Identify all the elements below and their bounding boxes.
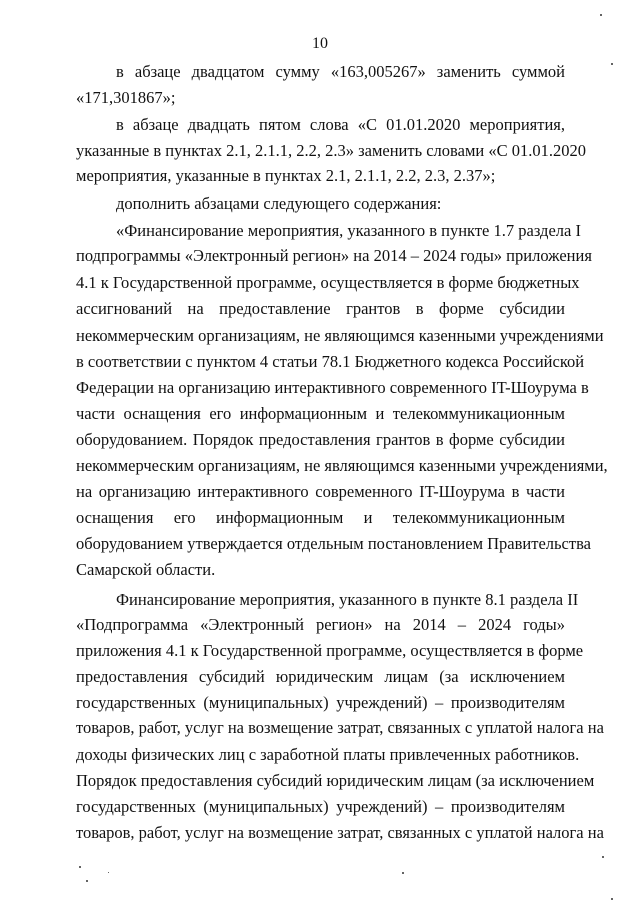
text-line: оборудованием утверждается отдельным постановлением Правительства: [76, 534, 591, 553]
scan-speck: [79, 866, 81, 868]
scan-speck: [611, 898, 613, 900]
text-line: «171,301867»;: [76, 88, 176, 107]
text-line: в абзаце двадцать пятом слова «С 01.01.2020 мероприятия,: [116, 115, 565, 134]
text-line: оборудованием. Порядок предоставления грантов в форме субсидии: [76, 430, 565, 449]
scan-speck: [602, 856, 604, 858]
text-line: государственных (муниципальных) учреждений) – производителям: [76, 693, 565, 712]
text-line: 4.1 к Государственной программе, осуществляется в форме бюджетных: [76, 273, 580, 292]
text-line: оснащения его информационным и телекоммуникационным: [76, 508, 565, 527]
scan-speck: [402, 872, 404, 874]
text-line: части оснащения его информационным и телекоммуникационным: [76, 404, 565, 423]
text-line: Порядок предоставления субсидий юридическим лицам (за исключением: [76, 771, 595, 790]
text-line: доходы физических лиц с заработной платы привлеченных работников.: [76, 745, 580, 764]
text-line: товаров, работ, услуг на возмещение затрат, связанных с уплатой налога на: [76, 718, 604, 737]
text-line: государственных (муниципальных) учреждений) – производителям: [76, 797, 565, 816]
text-line: подпрограммы «Электронный регион» на 2014 – 2024 годы» приложения: [76, 246, 592, 265]
text-line: дополнить абзацами следующего содержания:: [116, 194, 442, 213]
text-line: предоставления субсидий юридическим лицам (за исключением: [76, 667, 565, 686]
text-line: в соответствии с пунктом 4 статьи 78.1 Бюджетного кодекса Российской: [76, 352, 585, 371]
scan-speck: [108, 872, 109, 873]
text-line: «Подпрограмма «Электронный регион» на 2014 – 2024 годы»: [76, 615, 565, 634]
text-line: товаров, работ, услуг на возмещение затрат, связанных с уплатой налога на: [76, 823, 604, 842]
text-line: Самарской области.: [76, 560, 216, 579]
text-line: в абзаце двадцатом сумму «163,005267» заменить суммой: [116, 62, 565, 81]
page-number: 10: [312, 35, 328, 52]
text-line: ассигнований на предоставление грантов в форме субсидии: [76, 299, 565, 318]
text-line: мероприятия, указанные в пунктах 2.1, 2.1.1, 2.2, 2.3, 2.37»;: [76, 166, 496, 185]
scan-speck: [600, 14, 602, 16]
scan-speck: [86, 880, 88, 882]
text-line: указанные в пунктах 2.1, 2.1.1, 2.2, 2.3» заменить словами «С 01.01.2020: [76, 141, 586, 160]
text-line: Федерации на организацию интерактивного современного IT-Шоурума в: [76, 378, 589, 397]
text-line: «Финансирование мероприятия, указанного в пункте 1.7 раздела I: [116, 221, 581, 240]
text-line: на организацию интерактивного современного IT-Шоурума в части: [76, 482, 565, 501]
text-line: некоммерческим организациям, не являющимся казенными учреждениями: [76, 326, 604, 345]
scan-speck: [611, 63, 613, 65]
text-line: Финансирование мероприятия, указанного в пункте 8.1 раздела II: [116, 590, 579, 609]
text-line: некоммерческим организациям, не являющимся казенными учреждениями,: [76, 456, 608, 475]
text-line: приложения 4.1 к Государственной программе, осуществляется в форме: [76, 641, 584, 660]
